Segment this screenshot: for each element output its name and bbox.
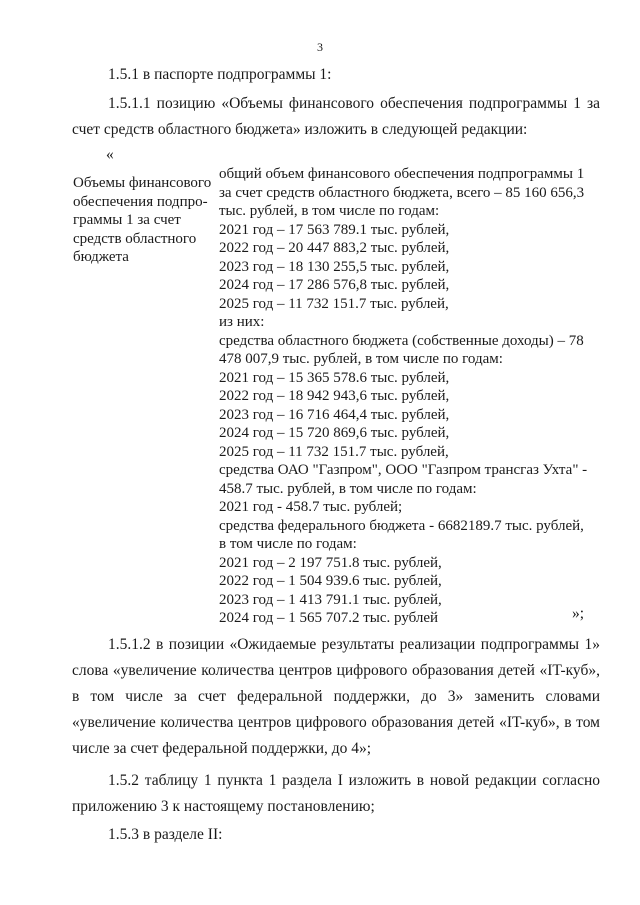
value-line: 2025 год – 11 732 151.7 тыс. рублей,: [219, 443, 449, 460]
value-line: 2021 год - 458.7 тыс. рублей;: [219, 499, 403, 515]
label-line: Объемы финансового: [73, 175, 212, 191]
label-line: граммы 1 за счет: [73, 212, 181, 228]
value-line: 478 007,9 тыс. рублей, в том числе по годам:: [219, 351, 503, 367]
paragraph-1-5-3: 1.5.3 в разделе II:: [108, 826, 223, 843]
paragraph-1-5-1: 1.5.1 в паспорте подпрограммы 1:: [108, 66, 332, 83]
value-line: в том числе по годам:: [219, 536, 357, 552]
position-label-cell: [73, 174, 218, 267]
value-line: 2023 год – 1 413 791.1 тыс. рублей,: [219, 591, 442, 608]
value-line: за счет средств областного бюджета, всего – 85 160 656,3: [219, 184, 585, 201]
value-line: 2021 год – 15 365 578.6 тыс. рублей,: [219, 369, 450, 386]
page-number: 3: [317, 40, 323, 54]
value-line: 2021 год – 17 563 789.1 тыс. рублей,: [219, 221, 450, 238]
value-line: средства областного бюджета (собственные доходы) – 78: [219, 332, 584, 349]
value-line: 2022 год – 1 504 939.6 тыс. рублей,: [219, 573, 442, 589]
label-line: средств областного: [73, 230, 197, 247]
value-line: 2023 год – 16 716 464,4 тыс. рублей,: [219, 406, 450, 423]
value-line: 2024 год – 1 565 707.2 тыс. рублей: [219, 610, 439, 626]
position-value-cell: [219, 165, 599, 628]
label-line: бюджета: [73, 249, 129, 265]
value-line: тыс. рублей, в том числе по годам:: [219, 203, 440, 219]
value-line: 2024 год – 15 720 869,6 тыс. рублей,: [219, 425, 450, 441]
value-line: 2021 год – 2 197 751.8 тыс. рублей,: [219, 554, 442, 571]
label-line: обеспечения подпро-: [73, 193, 208, 210]
value-line: 2025 год – 11 732 151.7 тыс. рублей,: [219, 295, 449, 312]
paragraph-1-5-1-2: 1.5.1.2 в позиции «Ожидаемые результаты реализации подпрограммы 1» слова «увеличение количества центров цифрового образования детей «IT-куб», в том числе за счет федеральной поддержки, до 3» заменить словами «увеличение количества центров цифрового образования детей «IT-куб», в том числе за счет федеральной поддержки, до 4»;: [72, 636, 600, 757]
value-line: средства федерального бюджета - 6682189.7 тыс. рублей,: [219, 517, 584, 534]
value-line: 2022 год – 20 447 883,2 тыс. рублей,: [219, 240, 450, 256]
value-line: 458.7 тыс. рублей, в том числе по годам:: [219, 480, 477, 497]
value-line: из них:: [219, 314, 265, 330]
paragraph-1-5-2: 1.5.2 таблицу 1 пункта 1 раздела I изложить в новой редакции согласно приложению 3 к настоящему постановлению;: [72, 772, 600, 815]
value-line: общий объем финансового обеспечения подпрограммы 1: [219, 166, 585, 182]
opening-quote: «: [106, 146, 114, 163]
paragraph-1-5-1-1: 1.5.1.1 позицию «Объемы финансового обеспечения подпрограммы 1 за счет средств областного бюджета» изложить в следующей редакции:: [72, 95, 600, 138]
value-line: средства ОАО "Газпром", ООО "Газпром трансгаз Ухта" -: [219, 462, 588, 478]
value-line: 2024 год – 17 286 576,8 тыс. рублей,: [219, 277, 450, 293]
closing-quote: »;: [572, 605, 585, 622]
value-line: 2022 год – 18 942 943,6 тыс. рублей,: [219, 388, 450, 404]
value-line: 2023 год – 18 130 255,5 тыс. рублей,: [219, 258, 450, 275]
